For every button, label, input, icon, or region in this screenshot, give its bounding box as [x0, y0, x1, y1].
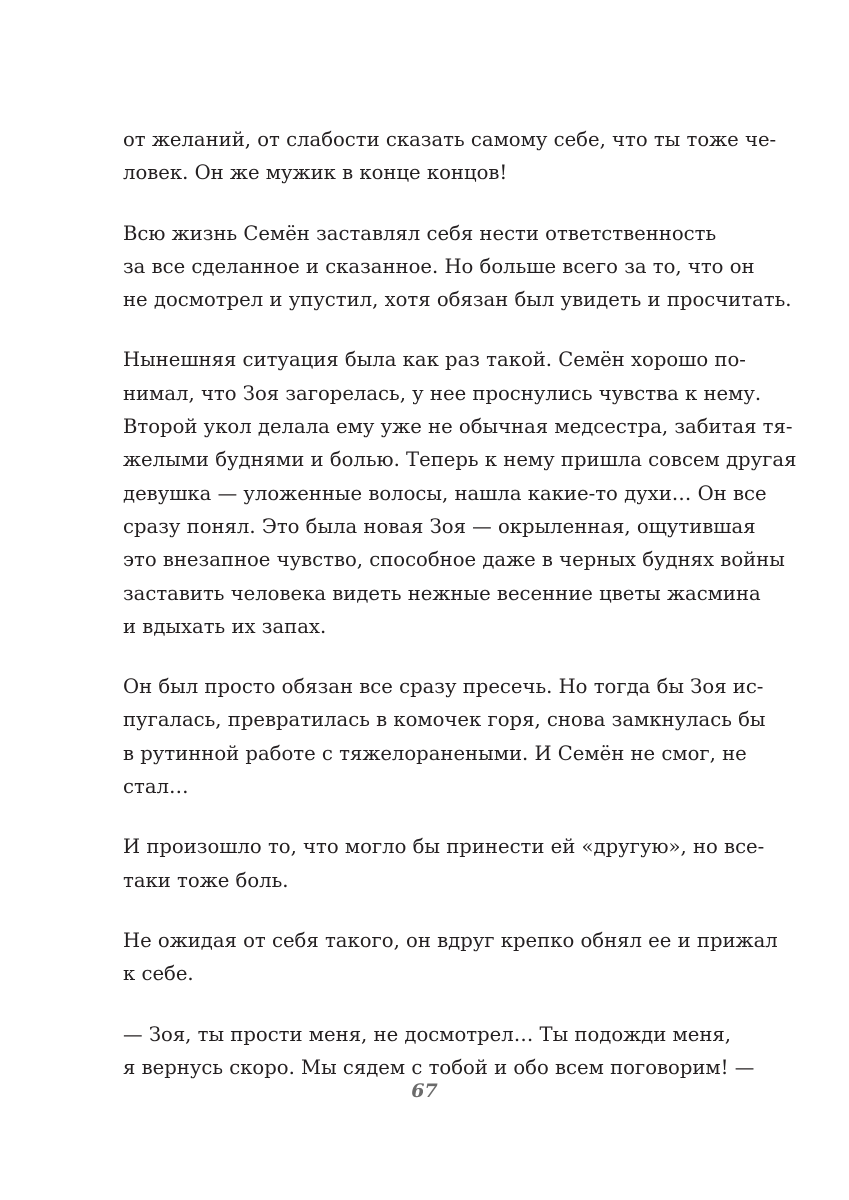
text-line: И произошло то, что могло бы принести ей «другую», но все- [123, 835, 765, 859]
text-line: заставить человека видеть нежные весенние цветы жасмина [123, 581, 761, 605]
text-line: к себе. [123, 962, 194, 986]
text-line: Всю жизнь Семён заставлял себя нести ответственность [123, 221, 717, 245]
paragraph [123, 924, 778, 991]
text-line: желыми буднями и болью. Теперь к нему пришла совсем другая [123, 448, 797, 472]
text-line: ловек. Он же мужик в конце концов! [123, 161, 508, 185]
text-line: не досмотрел и упустил, хотя обязан был увидеть и просчитать. [123, 288, 792, 312]
text-line: в рутинной работе с тяжелоранеными. И Семён не смог, не [123, 741, 747, 765]
paragraph [123, 1018, 755, 1085]
paragraph [123, 123, 777, 190]
text-line: девушка — уложенные волосы, нашла какие-то духи… Он все [123, 481, 767, 505]
text-line: это внезапное чувство, способное даже в черных буднях войны [123, 548, 785, 572]
text-line: от желаний, от слабости сказать самому себе, что ты тоже че- [123, 128, 777, 151]
text-line: нимал, что Зоя загорелась, у нее проснулись чувства к нему. [123, 381, 762, 405]
page-number: 67 [411, 1080, 438, 1102]
body-text [123, 123, 797, 1111]
text-line: пугалась, превратилась в комочек горя, снова замкнулась бы [123, 708, 766, 732]
paragraph [123, 830, 765, 897]
text-line: Не ожидая от себя такого, он вдруг крепко обнял ее и прижал [123, 928, 778, 952]
text-line: Он был просто обязан все сразу пресечь. Но тогда бы Зоя ис- [123, 675, 764, 699]
paragraph [123, 343, 797, 643]
text-line: сразу понял. Это была новая Зоя — окрыленная, ощутившая [123, 514, 756, 538]
paragraph [123, 670, 766, 803]
paragraph [123, 217, 792, 317]
text-line: таки тоже боль. [123, 868, 289, 892]
text-line: за все сделанное и сказанное. Но больше всего за то, что он [123, 254, 755, 278]
text-line: Нынешняя ситуация была как раз такой. Семён хорошо по- [123, 348, 746, 372]
text-line: и вдыхать их запах. [123, 614, 327, 638]
text-line: стал… [123, 775, 189, 799]
text-line: я вернусь скоро. Мы сядем с тобой и обо всем поговорим! — [123, 1055, 755, 1079]
text-line: Второй укол делала ему уже не обычная медсестра, забитая тя- [123, 415, 793, 439]
text-line: — Зоя, ты прости меня, не досмотрел… Ты подожди меня, [123, 1022, 731, 1046]
